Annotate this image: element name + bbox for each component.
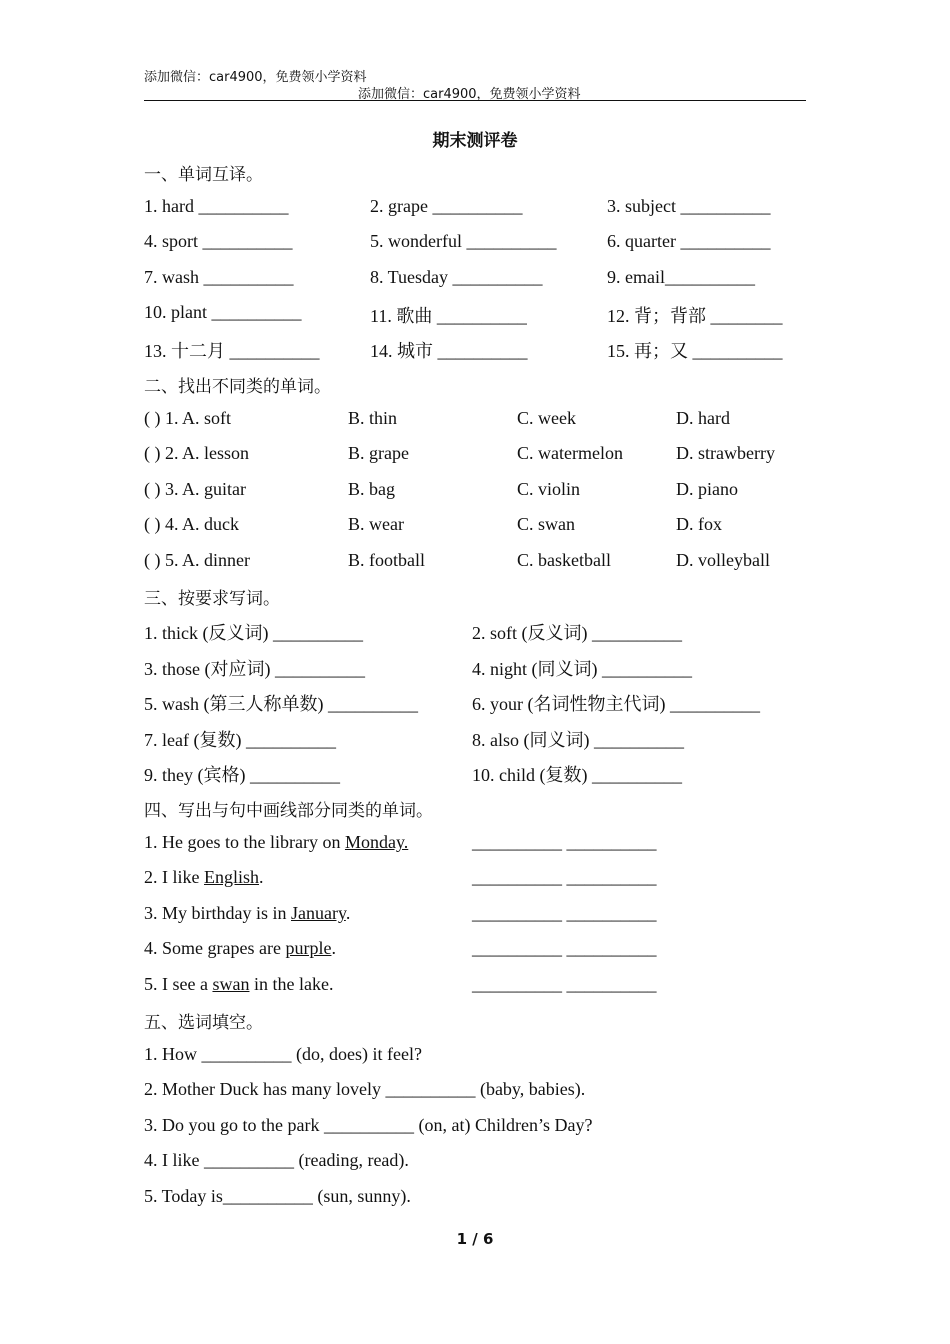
p3-item: 9. they (宾格) __________ xyxy=(144,765,340,785)
p5-item: 2. Mother Duck has many lovely __________ (baby, babies). xyxy=(144,1079,586,1099)
page-number: 1 / 6 xyxy=(456,1230,494,1248)
p2-item: C. basketball xyxy=(517,550,611,570)
p2-item: ( ) 3. A. guitar xyxy=(144,479,246,499)
p3-item: 7. leaf (复数) __________ xyxy=(144,730,336,750)
p4-sentence: 5. I see a swan in the lake. xyxy=(144,974,334,994)
p3-item: 10. child (复数) __________ xyxy=(472,765,682,785)
p2-item: B. wear xyxy=(348,514,404,534)
section-3-heading: 三、按要求写词。 xyxy=(144,589,280,609)
p3-item: 8. also (同义词) __________ xyxy=(472,730,684,750)
p4-blanks: __________ __________ xyxy=(472,903,657,923)
p1-item: 5. wonderful __________ xyxy=(370,231,557,251)
p1-item: 13. 十二月 __________ xyxy=(144,341,320,361)
p4-blanks: __________ __________ xyxy=(472,938,657,958)
p3-item: 5. wash (第三人称单数) __________ xyxy=(144,694,418,714)
header-rule xyxy=(144,100,806,101)
p3-item: 3. those (对应词) __________ xyxy=(144,659,365,679)
p4-sentence: 4. Some grapes are purple. xyxy=(144,938,336,958)
p5-item: 5. Today is__________ (sun, sunny). xyxy=(144,1186,411,1206)
p2-item: D. piano xyxy=(676,479,738,499)
p2-item: C. week xyxy=(517,408,576,428)
p5-item: 3. Do you go to the park __________ (on, at) Children’s Day? xyxy=(144,1115,593,1135)
p2-item: B. thin xyxy=(348,408,398,428)
p2-item: B. bag xyxy=(348,479,395,499)
p1-item: 12. 背；背部 ________ xyxy=(607,306,783,326)
p2-item: ( ) 5. A. dinner xyxy=(144,550,250,570)
p5-item: 4. I like __________ (reading, read). xyxy=(144,1150,409,1170)
p2-item: B. grape xyxy=(348,443,409,463)
p4-sentence: 1. He goes to the library on Monday. xyxy=(144,832,409,852)
p1-item: 3. subject __________ xyxy=(607,196,771,216)
p1-item: 9. email__________ xyxy=(607,267,755,287)
header-watermark-1: 添加微信：car4900，免费领小学资料 xyxy=(144,70,367,85)
section-2-heading: 二、找出不同类的单词。 xyxy=(144,377,331,397)
p2-item: D. hard xyxy=(676,408,730,428)
page-title: 期末测评卷 xyxy=(432,131,518,151)
p2-item: ( ) 4. A. duck xyxy=(144,514,239,534)
section-5-heading: 五、选词填空。 xyxy=(144,1013,263,1033)
p2-item: C. swan xyxy=(517,514,575,534)
p2-item: C. watermelon xyxy=(517,443,623,463)
p4-blanks: __________ __________ xyxy=(472,974,657,994)
p2-item: D. volleyball xyxy=(676,550,770,570)
section-1-heading: 一、单词互译。 xyxy=(144,165,263,185)
header-watermark-2: 添加微信：car4900，免费领小学资料 xyxy=(358,87,581,102)
p4-blanks: __________ __________ xyxy=(472,867,657,887)
p2-item: D. strawberry xyxy=(676,443,775,463)
p5-item: 1. How __________ (do, does) it feel? xyxy=(144,1044,422,1064)
p1-item: 11. 歌曲 __________ xyxy=(370,306,527,326)
p4-blanks: __________ __________ xyxy=(472,832,657,852)
p1-item: 6. quarter __________ xyxy=(607,231,771,251)
p1-item: 7. wash __________ xyxy=(144,267,294,287)
p2-item: D. fox xyxy=(676,514,722,534)
p2-item: ( ) 2. A. lesson xyxy=(144,443,249,463)
p3-item: 4. night (同义词) __________ xyxy=(472,659,692,679)
p1-item: 2. grape __________ xyxy=(370,196,523,216)
p1-item: 14. 城市 __________ xyxy=(370,341,528,361)
p1-item: 1. hard __________ xyxy=(144,196,289,216)
p2-item: B. football xyxy=(348,550,425,570)
p1-item: 15. 再；又 __________ xyxy=(607,341,783,361)
p1-item: 10. plant __________ xyxy=(144,302,302,322)
p4-sentence: 2. I like English. xyxy=(144,867,264,887)
p2-item: ( ) 1. A. soft xyxy=(144,408,231,428)
p3-item: 6. your (名词性物主代词) __________ xyxy=(472,694,760,714)
p3-item: 2. soft (反义词) __________ xyxy=(472,623,682,643)
p4-sentence: 3. My birthday is in January. xyxy=(144,903,351,923)
section-4-heading: 四、写出与句中画线部分同类的单词。 xyxy=(144,801,433,821)
p1-item: 8. Tuesday __________ xyxy=(370,267,543,287)
p2-item: C. violin xyxy=(517,479,581,499)
p1-item: 4. sport __________ xyxy=(144,231,293,251)
p3-item: 1. thick (反义词) __________ xyxy=(144,623,363,643)
